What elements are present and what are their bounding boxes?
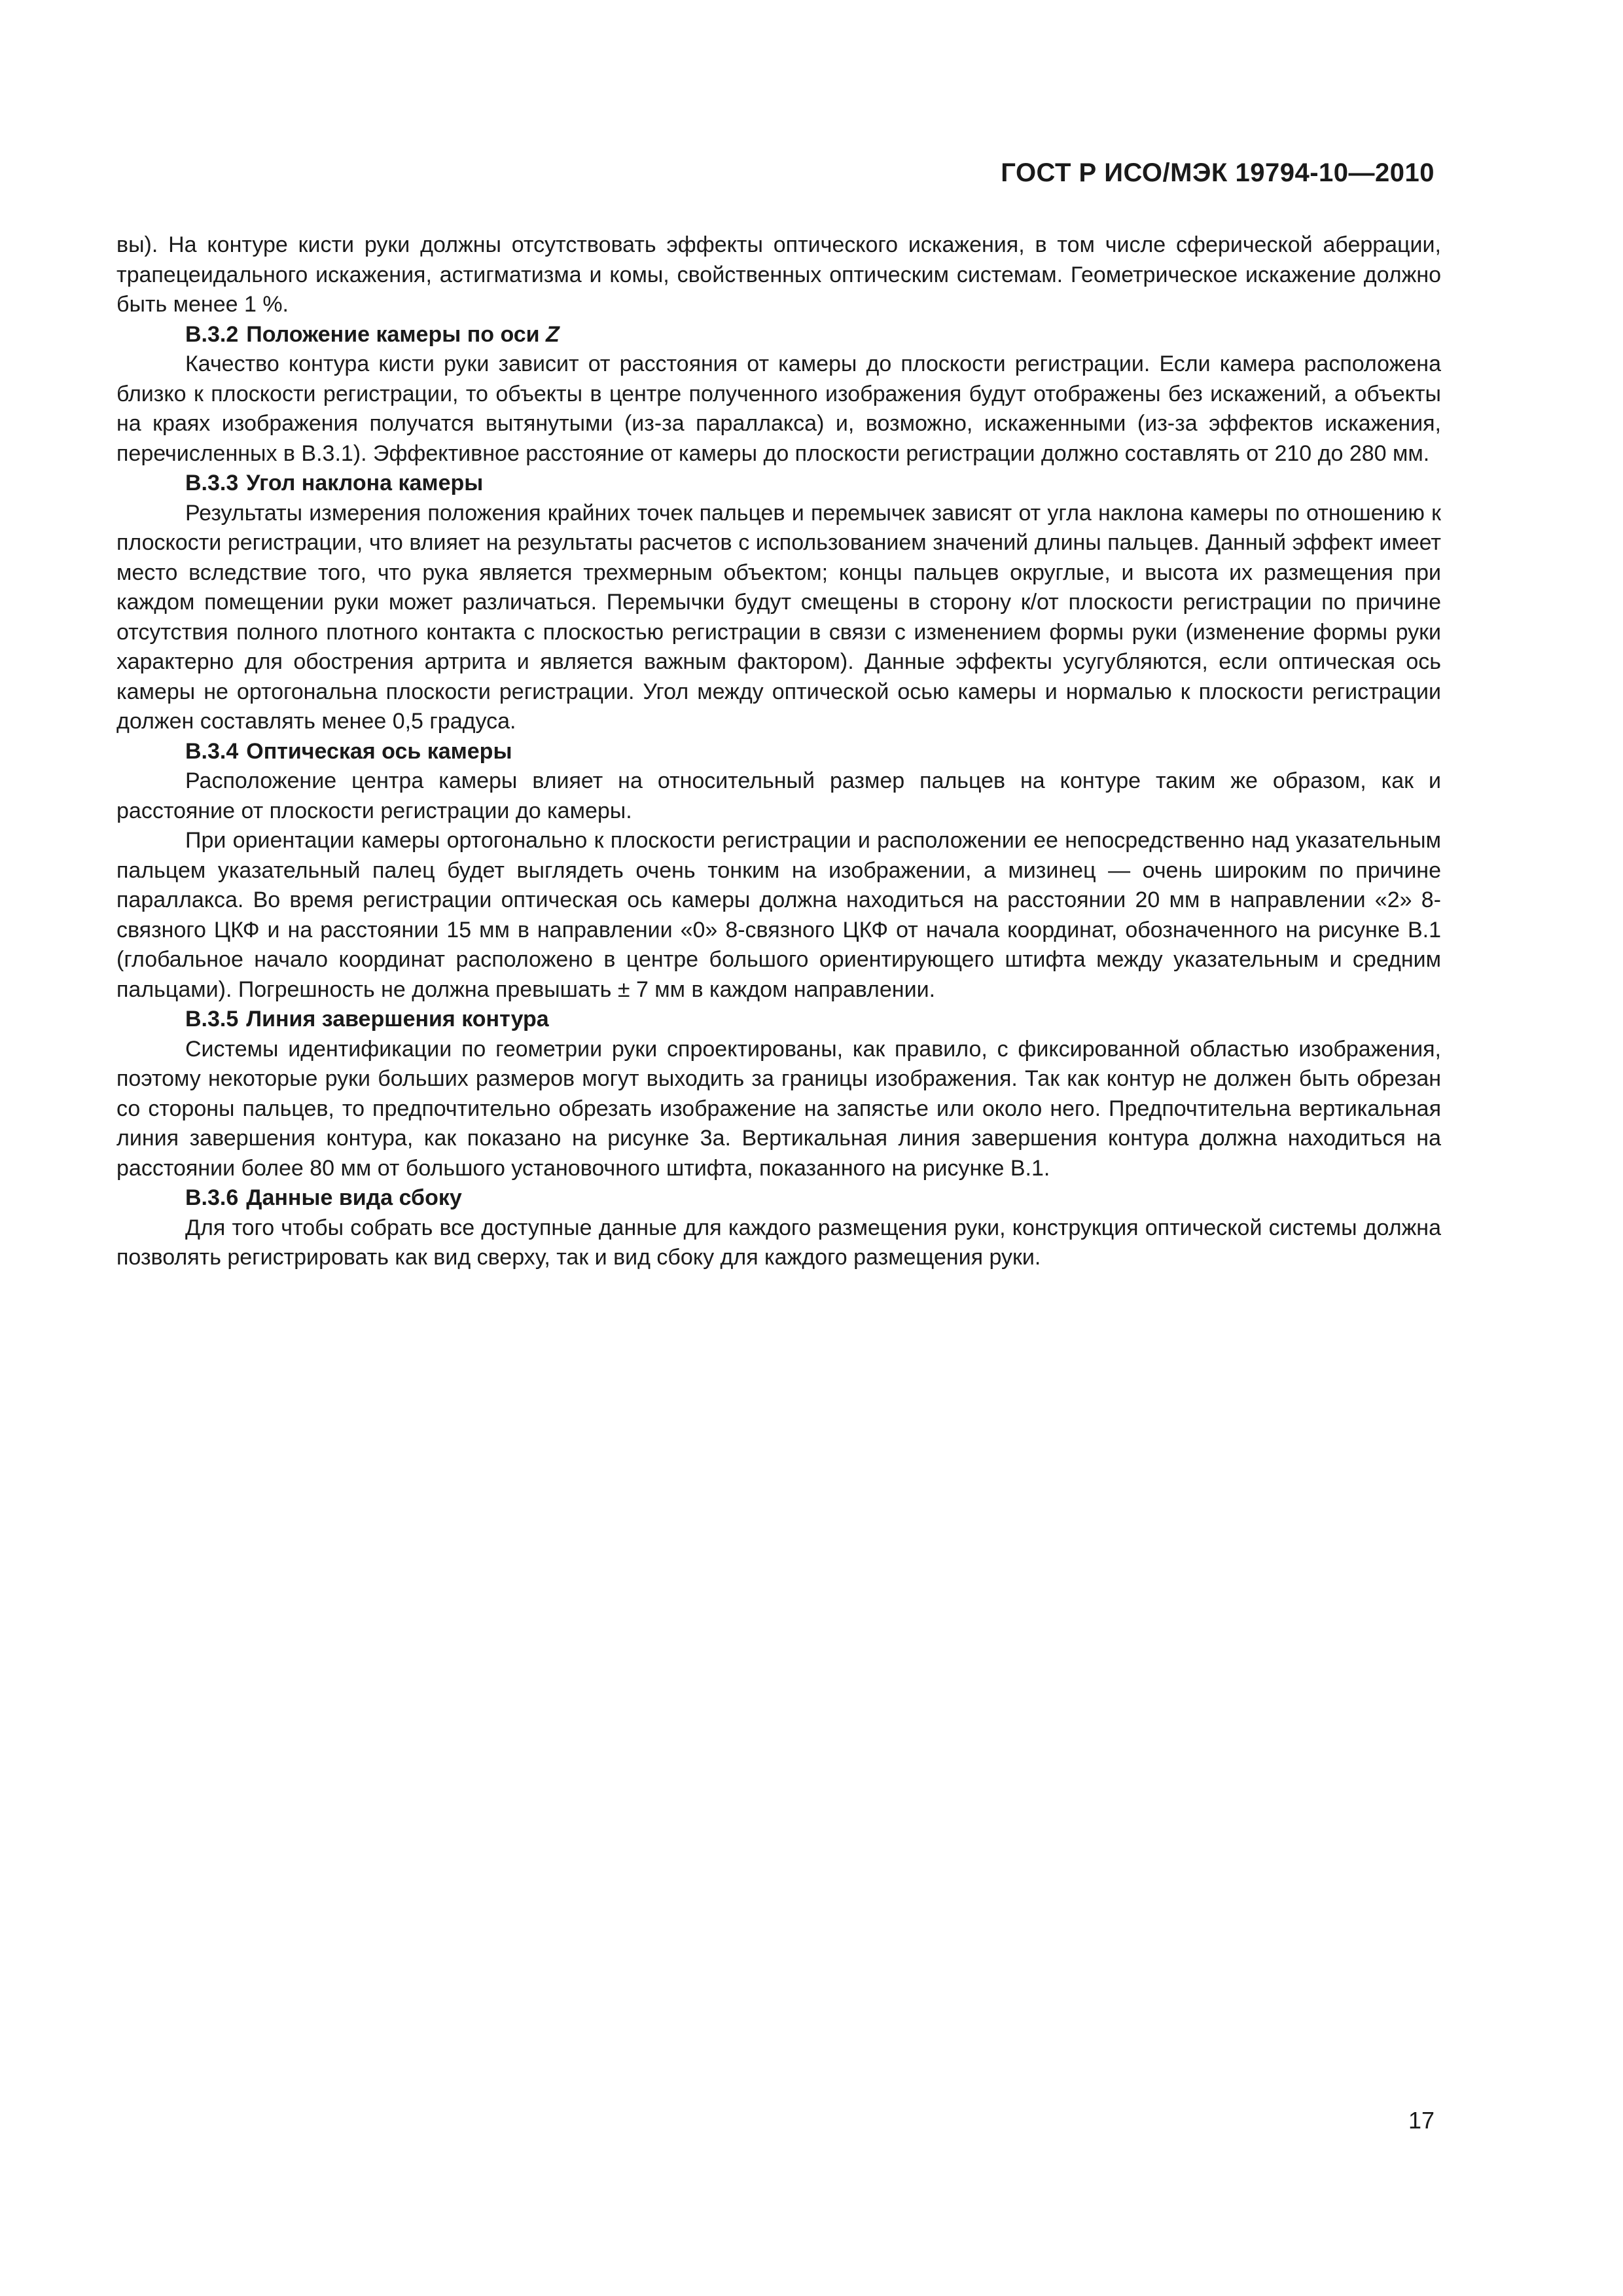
paragraph-b35-1: Системы идентификации по геометрии руки спроектированы, как правило, с фиксированной областью изображения, поэтому некоторые руки больших размеров могут выходить за границы изображения. Так как контур не должен быть обрезан со стороны пальцев, то предпочтительно обрезать изображение на запястье или около него. Предпочтительна вертикальная линия завершения контура, как показано на рисунке 3а. Вертикальная линия завершения контура должна находиться на расстоянии более 80 мм от большого установочного штифта, показанного на рисунке B.1. [116, 1036, 1441, 1181]
section-heading-b35 [116, 1005, 1441, 1035]
page-number: 17 [1408, 2107, 1435, 2134]
section-title: Положение камеры по оси [246, 321, 540, 347]
section-title: Угол наклона камеры [246, 471, 484, 495]
section-number: B.3.2 [185, 321, 239, 347]
section-title: Оптическая ось камеры [246, 738, 512, 764]
section-number: B.3.6 [185, 1185, 239, 1210]
section-number: B.3.4 [185, 738, 239, 764]
section-heading-b34 [116, 737, 1441, 767]
section-heading-b32 [116, 320, 1441, 350]
paragraph-b34-2: При ориентации камеры ортогонально к плоскости регистрации и расположении ее непосредственно над указательным пальцем указательный палец будет выглядеть очень тонким на изображении, а мизинец — очень широким по причине параллакса. Во время регистрации оптическая ось камеры должна находиться на расстоянии 20 мм в направлении «2» 8-связного ЦКФ и на расстоянии 15 мм в направлении «0» 8-связного ЦКФ от начала координат, обозначенного на рисунке B.1 (глобальное начало координат расположено в центре большого ориентирующего штифта между указательным и средним пальцами). Погрешность не должна превышать ± 7 мм в каждом направлении. [116, 828, 1441, 1002]
paragraph-b33-1: Результаты измерения положения крайних точек пальцев и перемычек зависят от угла наклона камеры по отношению к плоскости регистрации, что влияет на результаты расчетов с использованием значений длины пальцев. Данный эффект имеет место вследствие того, что рука является трехмерным объектом; концы пальцев округлые, и высота их размещения при каждом помещении руки может различаться. Перемычки будут смещены в сторону к/от плоскости регистрации по причине отсутствия полного плотного контакта с плоскостью регистрации в связи с изменением формы руки (изменение формы руки характерно для обострения артрита и является важным фактором). Данные эффекты усугубляются, если оптическая ось камеры не ортогональна плоскости регистрации. Угол между оптической осью камеры и нормалью к плоскости регистрации должен составлять менее 0,5 градуса. [116, 500, 1441, 734]
section-title: Линия завершения контура [246, 1007, 549, 1031]
section-title-variable: Z [546, 321, 560, 347]
paragraph-b32-1: Качество контура кисти руки зависит от расстояния от камеры до плоскости регистрации. Если камера расположена близко к плоскости регистрации, то объекты в центре полученного изображения будут отображены без искажений, а объекты на краях изображения получатся вытянутыми (из-за параллакса) и, возможно, искаженными (из-за эффектов искажения, перечисленных в B.3.1). Эффективное расстояние от камеры до плоскости регистрации должно составлять от 210 до 280 мм. [116, 351, 1441, 466]
intro-paragraph: вы). На контуре кисти руки должны отсутствовать эффекты оптического искажения, в том числе сферической аберрации, трапецеидального искажения, астигматизма и комы, свойственных оптическим системам. Геометрическое искажение должно быть менее 1 %. [116, 232, 1441, 317]
section-title: Данные вида сбоку [246, 1185, 462, 1210]
section-number: B.3.3 [185, 471, 239, 495]
paragraph-b34-1: Расположение центра камеры влияет на относительный размер пальцев на контуре таким же образом, как и расстояние от плоскости регистрации до камеры. [116, 768, 1441, 823]
section-heading-b36 [116, 1183, 1441, 1213]
standard-header: ГОСТ Р ИСО/МЭК 19794-10—2010 [1001, 158, 1435, 187]
paragraph-b36-1: Для того чтобы собрать все доступные данные для каждого размещения руки, конструкция оптической системы должна позволять регистрировать как вид сверху, так и вид сбоку для каждого размещения руки. [116, 1215, 1441, 1270]
body-text [116, 230, 1441, 1273]
section-heading-b33 [116, 469, 1441, 499]
section-number: B.3.5 [185, 1007, 239, 1031]
